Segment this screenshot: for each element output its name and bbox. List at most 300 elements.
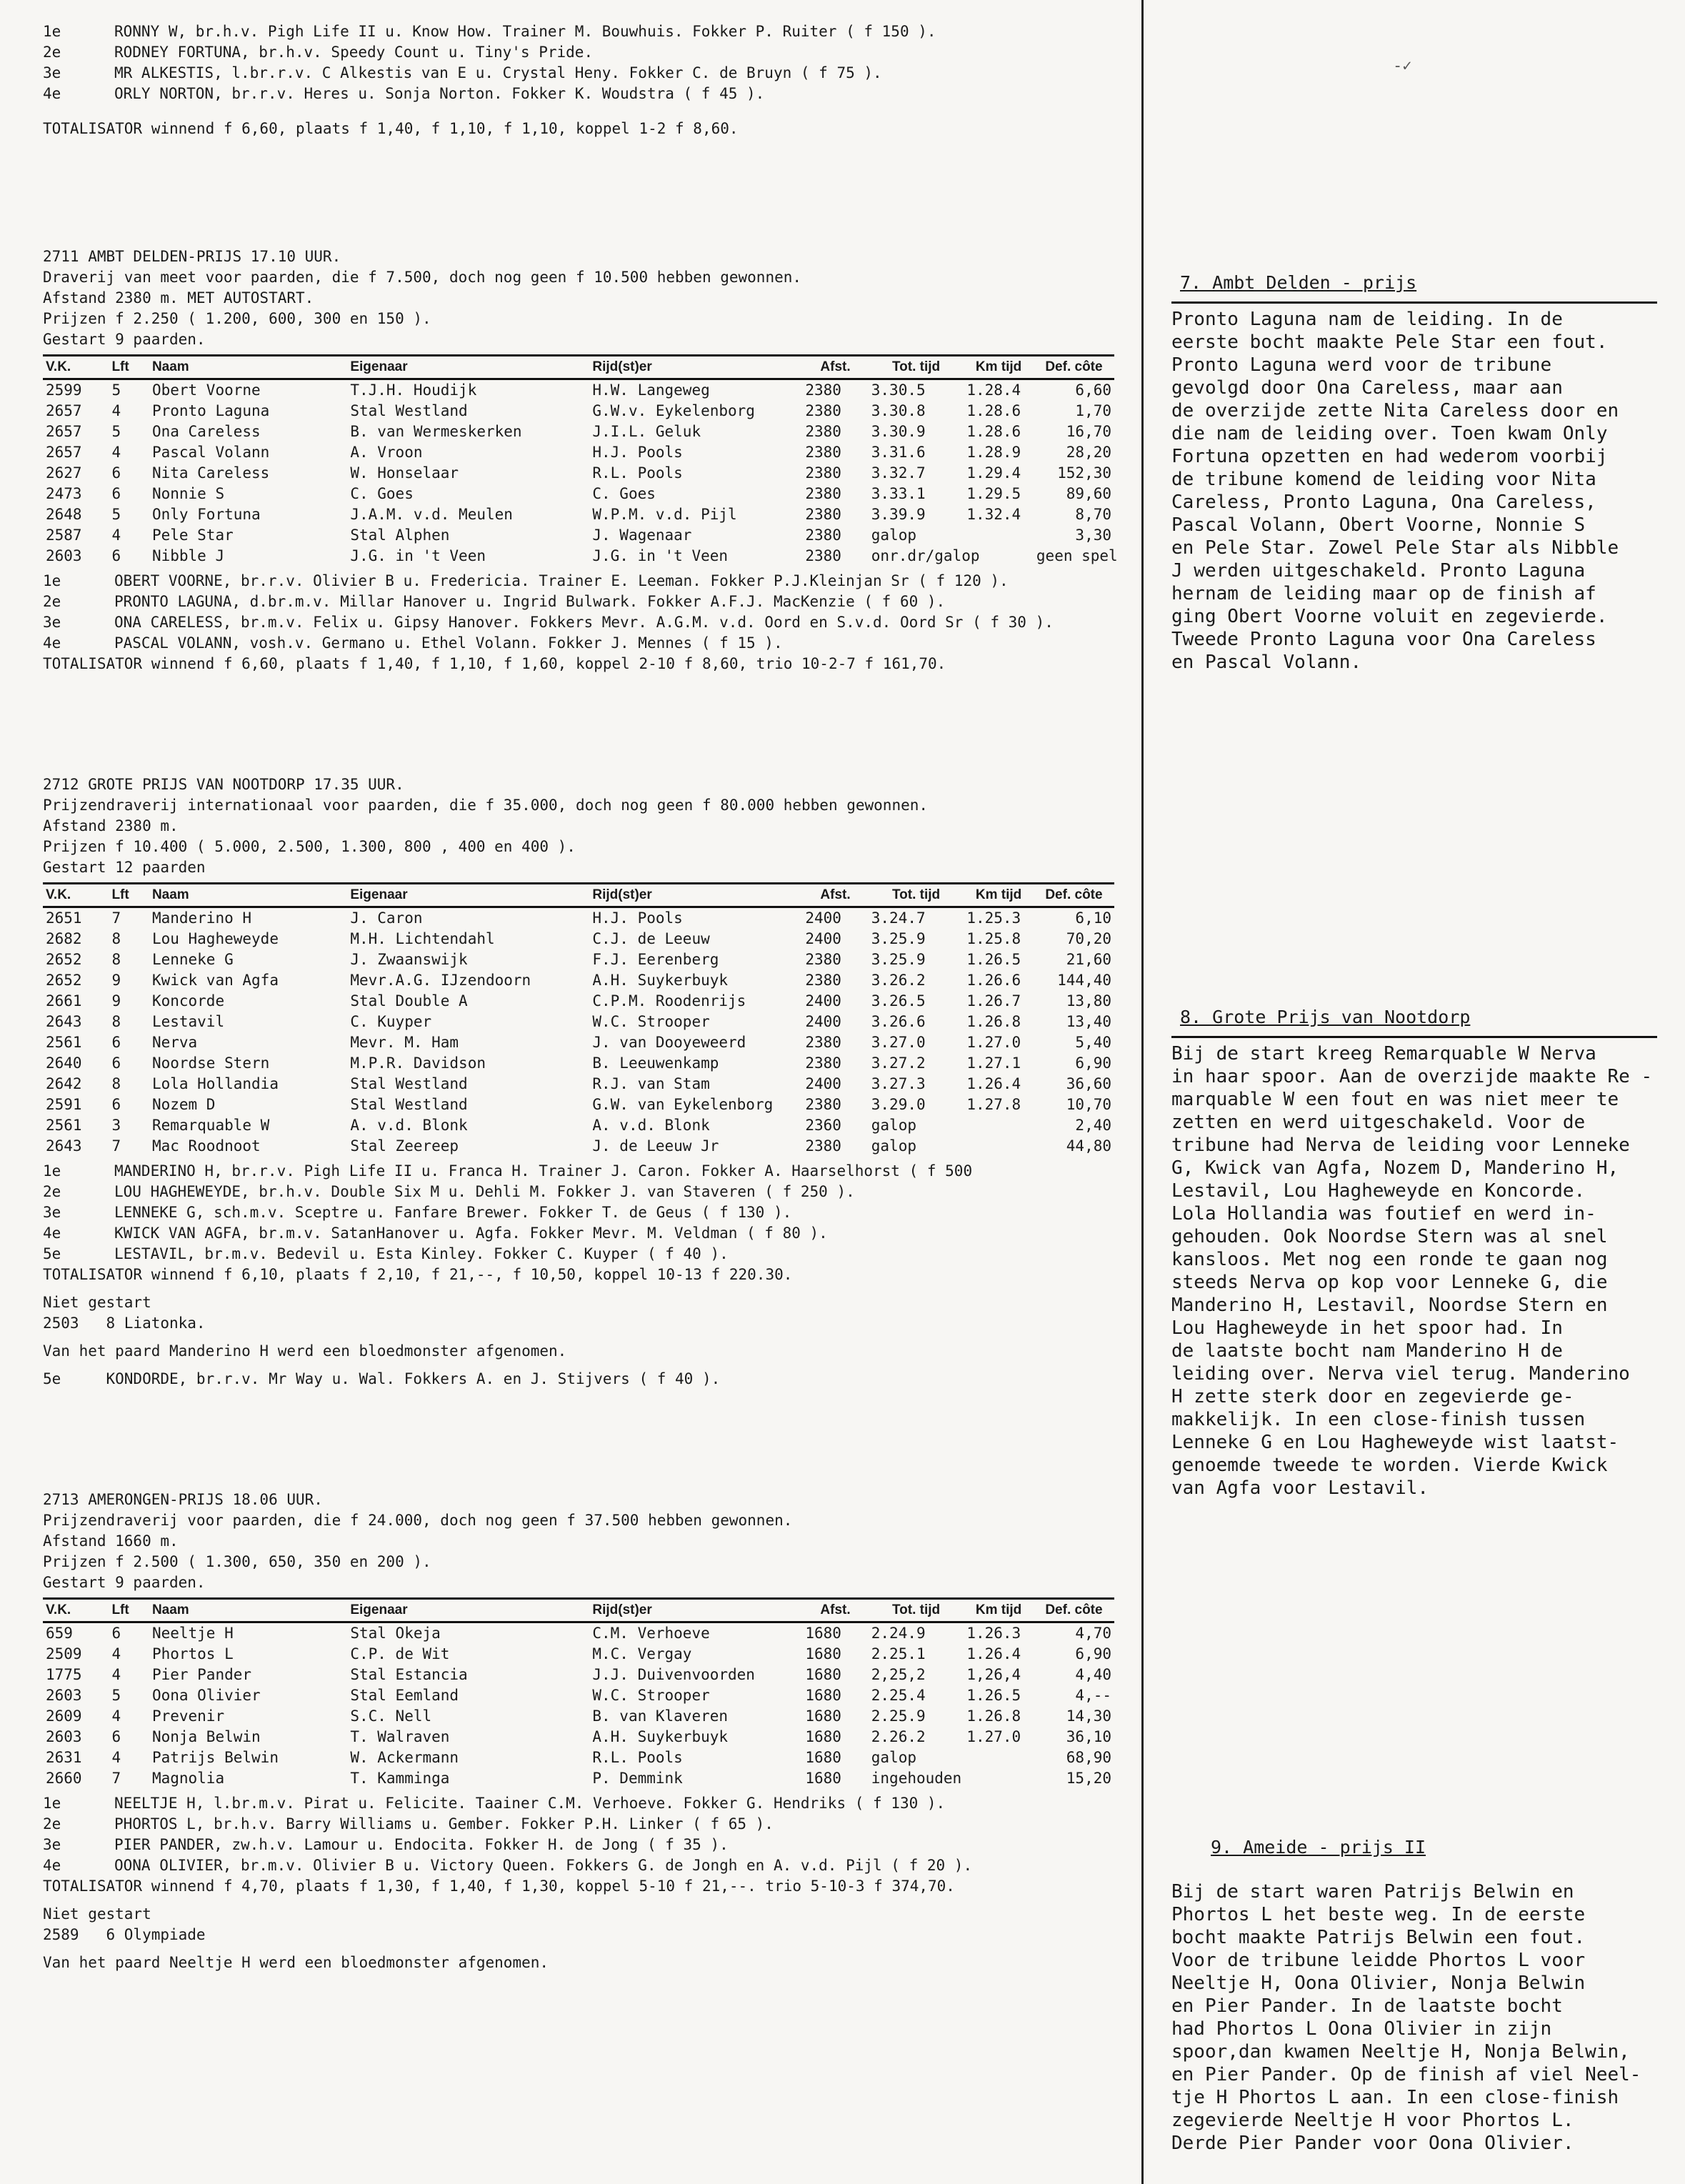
table-cell: 3.27.2 <box>871 1054 926 1072</box>
table-cell: 144,40 <box>1057 972 1111 989</box>
race-header-line: Prijzendraverij voor paarden, die f 24.000, doch nog geen f 37.500 hebben gewonnen. <box>43 1512 793 1529</box>
table-cell: 7 <box>111 909 121 927</box>
table-cell: 1.27.1 <box>966 1054 1021 1072</box>
table-cell: Oona Olivier <box>151 1687 261 1704</box>
table-cell: 2380 <box>805 1034 841 1051</box>
table-cell: 6,60 <box>1075 382 1111 399</box>
totalisator: TOTALISATOR winnend f 6,10, plaats f 2,10, f 21,--, f 10,50, koppel 10-13 f 220.30. <box>43 1266 793 1283</box>
race-note: Niet gestart <box>43 1294 151 1311</box>
table-cell: G.W. van Eykelenborg <box>592 1096 774 1113</box>
table-cell: 3,30 <box>1075 527 1111 544</box>
table-cell: A. Vroon <box>350 444 423 461</box>
race-section <box>43 246 1129 674</box>
table-cell: 2400 <box>805 1013 841 1030</box>
placing-line <box>43 1244 1129 1265</box>
table-cell: 4,70 <box>1075 1625 1111 1642</box>
table-cell: 2657 <box>46 444 82 461</box>
report-line: gehouden. Ook Noordse Stern was al snel <box>1171 1226 1608 1247</box>
table-cell: 5 <box>111 382 121 399</box>
report-title: 8. Grote Prijs van Nootdorp <box>1180 1007 1471 1027</box>
table-cell: Only Fortuna <box>151 506 261 523</box>
report-line: Pronto Laguna nam de leiding. In de <box>1171 309 1563 330</box>
table-cell: 7 <box>111 1137 121 1155</box>
table-cell: Nozem D <box>151 1096 216 1113</box>
table-cell: 152,30 <box>1057 464 1111 482</box>
column-divider <box>1141 0 1144 2184</box>
table-cell: C.J. de Leeuw <box>592 930 710 947</box>
table-cell: A. v.d. Blonk <box>592 1117 710 1134</box>
table-cell: 2509 <box>46 1645 82 1662</box>
table-cell: 4 <box>111 1707 121 1725</box>
table-cell: 1.26.4 <box>966 1075 1021 1092</box>
table-cell: geen spel <box>1036 547 1118 564</box>
table-cell: 6 <box>111 1728 121 1745</box>
table-cell: W.C. Strooper <box>592 1687 710 1704</box>
table-cell: 4 <box>111 1749 121 1766</box>
table-cell: 1.26.8 <box>966 1013 1021 1030</box>
table-cell: 1.25.8 <box>966 930 1021 947</box>
table-cell: 6 <box>111 1096 121 1113</box>
table-cell: Patrijs Belwin <box>151 1749 279 1766</box>
race-header-line: Afstand 1660 m. <box>43 1532 179 1550</box>
placings <box>43 1161 1129 1265</box>
table-cell: 1.27.0 <box>966 1034 1021 1051</box>
placing-rank: 2e <box>43 1815 61 1833</box>
report-line: zegevierde Neeltje H voor Phortos L. <box>1171 2110 1574 2131</box>
table-cell: J. Caron <box>350 909 423 927</box>
column-header: Naam <box>149 884 347 907</box>
table-cell: J. Zwaanswijk <box>350 951 468 968</box>
table-header-row <box>43 1599 1114 1622</box>
table-cell: 2380 <box>805 1137 841 1155</box>
placing-rank: 4e <box>43 85 61 102</box>
placing-rank: 3e <box>43 1204 61 1221</box>
table-cell: 89,60 <box>1066 485 1111 502</box>
table-cell: 2473 <box>46 485 82 502</box>
column-header: Afst. <box>802 884 868 907</box>
report-line: de tribune komend de leiding voor Nita <box>1171 469 1596 490</box>
table-cell: ingehouden <box>871 1770 962 1787</box>
table-cell: R.L. Pools <box>592 464 683 482</box>
table-cell: B. van Klaveren <box>592 1707 729 1725</box>
column-header: V.K. <box>43 356 109 379</box>
placing-line <box>43 1223 1129 1244</box>
table-cell: 1.29.4 <box>966 464 1021 482</box>
table-cell: 1.26.5 <box>966 951 1021 968</box>
table-cell: 1.25.3 <box>966 909 1021 927</box>
table-cell: 3.26.2 <box>871 972 926 989</box>
table-cell: 1680 <box>805 1687 841 1704</box>
table-cell: 3.39.9 <box>871 506 926 523</box>
table-cell: 28,20 <box>1066 444 1111 461</box>
placing-text: LESTAVIL, br.m.v. Bedevil u. Esta Kinley. Fokker C. Kuyper ( f 40 ). <box>114 1245 729 1262</box>
table-cell: J.A.M. v.d. Meulen <box>350 506 513 523</box>
report-text <box>1171 301 1657 674</box>
report-line: G, Kwick van Agfa, Nozem D, Manderino H, <box>1171 1157 1619 1179</box>
table-cell: 2.25.4 <box>871 1687 926 1704</box>
table-cell: C. Kuyper <box>350 1013 432 1030</box>
column-header: Tot. tijd <box>869 1599 964 1622</box>
placing-rank: 5e <box>43 1245 61 1262</box>
table-cell: Stal Westland <box>350 1075 468 1092</box>
table-cell: 2643 <box>46 1137 82 1155</box>
table-cell: 2.24.9 <box>871 1625 926 1642</box>
table-cell: 2380 <box>805 951 841 968</box>
race-header-line: Afstand 2380 m. MET AUTOSTART. <box>43 289 314 306</box>
column-header: Rijd(st)er <box>589 1599 802 1622</box>
table-cell: Prevenir <box>151 1707 225 1725</box>
table-row <box>43 1053 1114 1074</box>
race-top-placings <box>43 21 1129 104</box>
table-cell: Nibble J <box>151 547 225 564</box>
table-cell: 2380 <box>805 402 841 419</box>
table-cell: 14,30 <box>1066 1707 1111 1725</box>
table-row <box>43 422 1114 442</box>
table-cell: 2661 <box>46 992 82 1009</box>
table-cell: 3 <box>111 1117 121 1134</box>
report-line: Bij de start waren Patrijs Belwin en <box>1171 1881 1574 1903</box>
table-cell: 1.26.8 <box>966 1707 1021 1725</box>
table-cell: 9 <box>111 992 121 1009</box>
table-row <box>43 1032 1114 1053</box>
table-cell: H.J. Pools <box>592 909 683 927</box>
placing-line <box>43 63 1129 84</box>
table-cell: 16,70 <box>1066 423 1111 440</box>
report-line: Pronto Laguna werd voor de tribune <box>1171 354 1552 376</box>
table-cell: 2640 <box>46 1054 82 1072</box>
table-cell: 2.25.1 <box>871 1645 926 1662</box>
placing-rank: 2e <box>43 593 61 610</box>
table-row <box>43 929 1114 949</box>
table-cell: 5 <box>111 1687 121 1704</box>
table-cell: Pascal Volann <box>151 444 270 461</box>
table-cell: 2400 <box>805 992 841 1009</box>
table-cell: J. van Dooyeweerd <box>592 1034 746 1051</box>
placing-line <box>43 42 1129 63</box>
table-cell: Remarquable W <box>151 1117 270 1134</box>
table-cell: 6 <box>111 1625 121 1642</box>
table-cell: 1.28.6 <box>966 402 1021 419</box>
table-cell: 6,10 <box>1075 909 1111 927</box>
table-cell <box>964 1747 1034 1768</box>
race-header-line: Prijzen f 2.500 ( 1.300, 650, 350 en 200 ). <box>43 1553 431 1570</box>
table-cell: 1680 <box>805 1666 841 1683</box>
table-row <box>43 1747 1114 1768</box>
race-header-line: 2712 GROTE PRIJS VAN NOOTDORP 17.35 UUR. <box>43 776 404 793</box>
placing-line <box>43 1202 1129 1223</box>
table-cell: 1.32.4 <box>966 506 1021 523</box>
table-cell: Pier Pander <box>151 1666 252 1683</box>
race-header-line: 2711 AMBT DELDEN-PRIJS 17.10 UUR. <box>43 248 341 265</box>
table-cell: 2648 <box>46 506 82 523</box>
totalisator: TOTALISATOR winnend f 4,70, plaats f 1,30, f 1,40, f 1,30, koppel 5-10 f 21,--. trio 5-10-3 f 374,70. <box>43 1878 955 1895</box>
report-line: spoor,dan kwamen Neeltje H, Nonja Belwin, <box>1171 2041 1630 2063</box>
table-cell: Stal Westland <box>350 402 468 419</box>
table-cell <box>964 525 1034 546</box>
placing-rank: 4e <box>43 1857 61 1874</box>
table-cell: Nerva <box>151 1034 198 1051</box>
table-cell: R.L. Pools <box>592 1749 683 1766</box>
table-cell: Mac Roodnoot <box>151 1137 261 1155</box>
table-cell: 1,26,4 <box>966 1666 1021 1683</box>
table-cell: R.J. van Stam <box>592 1075 710 1092</box>
table-cell: 4,-- <box>1075 1687 1111 1704</box>
table-cell: galop <box>871 527 916 544</box>
race-header-line: Gestart 9 paarden. <box>43 1574 206 1591</box>
table-cell: 2682 <box>46 930 82 947</box>
table-cell: T.J.H. Houdijk <box>350 382 477 399</box>
table-cell: Stal Zeereep <box>350 1137 459 1155</box>
column-header: Def. côte <box>1034 356 1114 379</box>
column-header: Tot. tijd <box>869 356 964 379</box>
report-line: Pascal Volann, Obert Voorne, Nonnie S <box>1171 514 1586 536</box>
table-cell: B. van Wermeskerken <box>350 423 522 440</box>
table-cell: Nonnie S <box>151 485 225 502</box>
table-cell: Nonja Belwin <box>151 1728 261 1745</box>
table-cell: 3.27.3 <box>871 1075 926 1092</box>
table-cell: 6 <box>111 464 121 482</box>
race-section <box>43 1490 1129 1973</box>
table-cell: galop <box>871 1749 916 1766</box>
table-cell: Ona Careless <box>151 423 261 440</box>
table-cell: Stal Eemland <box>350 1687 459 1704</box>
column-header: Km tijd <box>964 1599 1034 1622</box>
report-line: Neeltje H, Oona Olivier, Nonja Belwin <box>1171 1973 1586 1994</box>
report-line: Derde Pier Pander voor Oona Olivier. <box>1171 2133 1574 2154</box>
table-cell: 1680 <box>805 1728 841 1745</box>
table-cell: 68,90 <box>1066 1749 1111 1766</box>
table-cell: 2643 <box>46 1013 82 1030</box>
report-line: hernam de leiding maar op de finish af <box>1171 583 1596 604</box>
table-cell: 2,25,2 <box>871 1666 926 1683</box>
table-cell: M.P.R. Davidson <box>350 1054 486 1072</box>
table-cell: B. Leeuwenkamp <box>592 1054 719 1072</box>
report-line: steeds Nerva op kop voor Lenneke G, die <box>1171 1272 1608 1293</box>
table-cell: 3.30.9 <box>871 423 926 440</box>
table-cell: J.G. in 't Veen <box>592 547 729 564</box>
table-cell: 1.28.9 <box>966 444 1021 461</box>
placing-line <box>43 1161 1129 1182</box>
report-line: Bij de start kreeg Remarquable W Nerva <box>1171 1043 1596 1064</box>
table-cell: 6,90 <box>1075 1054 1111 1072</box>
table-cell: 3.25.9 <box>871 930 926 947</box>
table-cell: 1680 <box>805 1625 841 1642</box>
table-cell: Magnolia <box>151 1770 225 1787</box>
table-cell: 2380 <box>805 444 841 461</box>
table-cell: 36,60 <box>1066 1075 1111 1092</box>
column-header: Def. côte <box>1034 1599 1114 1622</box>
table-cell: 2652 <box>46 951 82 968</box>
table-cell: Pronto Laguna <box>151 402 270 419</box>
table-cell: S.C. Nell <box>350 1707 432 1725</box>
table-cell: Stal Westland <box>350 1096 468 1113</box>
table-cell <box>964 1136 1034 1157</box>
table-cell: 1.26.6 <box>966 972 1021 989</box>
report-line: zetten en werd uitgeschakeld. Voor de <box>1171 1112 1586 1133</box>
placing-rank: 3e <box>43 1836 61 1853</box>
table-cell: 2380 <box>805 485 841 502</box>
table-cell: A.H. Suykerbuyk <box>592 1728 729 1745</box>
race-header-line: Prijzen f 2.250 ( 1.200, 600, 300 en 150 ). <box>43 310 431 327</box>
table-cell: 4 <box>111 1645 121 1662</box>
table-cell: 8 <box>111 1075 121 1092</box>
table-cell: 2.26.2 <box>871 1728 926 1745</box>
table-cell: 3.32.7 <box>871 464 926 482</box>
report-line: de overzijde zette Nita Careless door en <box>1171 400 1619 422</box>
table-row <box>43 379 1114 402</box>
table-row <box>43 401 1114 422</box>
report-line: Manderino H, Lestavil, Noordse Stern en <box>1171 1295 1608 1316</box>
race-header-line: 2713 AMERONGEN-PRIJS 18.06 UUR. <box>43 1491 323 1508</box>
table-cell: 2400 <box>805 909 841 927</box>
table-cell: 9 <box>111 972 121 989</box>
table-cell: 15,20 <box>1066 1770 1111 1787</box>
table-cell: Stal Double A <box>350 992 468 1009</box>
placing-line <box>43 84 1129 104</box>
placing-text: PASCAL VOLANN, vosh.v. Germano u. Ethel Volann. Fokker J. Mennes ( f 15 ). <box>114 634 783 652</box>
table-cell: Stal Alphen <box>350 527 450 544</box>
table-cell: 1.27.0 <box>966 1728 1021 1745</box>
table-cell: J. de Leeuw Jr <box>592 1137 719 1155</box>
table-cell: 6 <box>111 485 121 502</box>
report-line: eerste bocht maakte Pele Star een fout. <box>1171 331 1608 353</box>
race-report <box>1171 1006 1657 1500</box>
table-cell: 8,70 <box>1075 506 1111 523</box>
table-row <box>43 525 1114 546</box>
placing-text: MANDERINO H, br.r.v. Pigh Life II u. Franca H. Trainer J. Caron. Fokker A. Haarselhorst ( f 500 <box>114 1162 973 1180</box>
report-line: die nam de leiding over. Toen kwam Only <box>1171 423 1608 444</box>
placing-line <box>43 571 1129 592</box>
table-cell: T. Kamminga <box>350 1770 450 1787</box>
report-text <box>1171 1866 1657 2155</box>
report-line: en Pascal Volann. <box>1171 652 1362 673</box>
table-cell: 1.28.4 <box>966 382 1021 399</box>
table-cell: 8 <box>111 930 121 947</box>
table-cell: 6,90 <box>1075 1645 1111 1662</box>
placings <box>43 571 1129 654</box>
table-cell: C.P. de Wit <box>350 1645 450 1662</box>
table-cell: 2380 <box>805 527 841 544</box>
table-cell: 1,70 <box>1075 402 1111 419</box>
totalisator: TOTALISATOR winnend f 6,60, plaats f 1,40, f 1,10, f 1,60, koppel 2-10 f 8,60, trio 10-2-7 f 161,70. <box>43 655 946 672</box>
table-cell: 2380 <box>805 972 841 989</box>
table-row <box>43 1665 1114 1685</box>
table-cell: 2603 <box>46 547 82 564</box>
report-line: J werden uitgeschakeld. Pronto Laguna <box>1171 560 1586 582</box>
table-cell: C. Goes <box>350 485 414 502</box>
race-note: 5e KONDORDE, br.r.v. Mr Way u. Wal. Fokkers A. en J. Stijvers ( f 40 ). <box>43 1370 721 1387</box>
table-row <box>43 484 1114 504</box>
table-header-row <box>43 356 1114 379</box>
column-header: Naam <box>149 1599 347 1622</box>
table-cell: 10,70 <box>1066 1096 1111 1113</box>
placing-line <box>43 21 1129 42</box>
table-row <box>43 1074 1114 1095</box>
race-note: Van het paard Neeltje H werd een bloedmonster afgenomen. <box>43 1954 549 1971</box>
table-cell: 2603 <box>46 1687 82 1704</box>
placing-text: ONA CARELESS, br.m.v. Felix u. Gipsy Hanover. Fokkers Mevr. A.G.M. v.d. Oord en S.v.d. Oord Sr ( f 30 ). <box>114 614 1054 631</box>
table-cell: 3.33.1 <box>871 485 926 502</box>
column-header: Eigenaar <box>347 1599 589 1622</box>
table-cell: 3.30.8 <box>871 402 926 419</box>
table-cell: 2400 <box>805 930 841 947</box>
table-cell: 2380 <box>805 1096 841 1113</box>
race-section <box>43 774 1129 1390</box>
table-row <box>43 1095 1114 1115</box>
table-cell: 1.26.3 <box>966 1625 1021 1642</box>
placing-rank: 4e <box>43 634 61 652</box>
column-header: Lft <box>109 884 149 907</box>
table-cell: Obert Voorne <box>151 382 261 399</box>
table-cell: 2587 <box>46 527 82 544</box>
races-list <box>43 246 1129 1973</box>
table-cell: 70,20 <box>1066 930 1111 947</box>
race-top-totalisator: TOTALISATOR winnend f 6,60, plaats f 1,40, f 1,10, f 1,10, koppel 1-2 f 8,60. <box>43 120 739 137</box>
table-cell: Lola Hollandia <box>151 1075 279 1092</box>
table-cell: 44,80 <box>1066 1137 1111 1155</box>
column-header: Km tijd <box>964 884 1034 907</box>
table-cell: 3.31.6 <box>871 444 926 461</box>
report-line: marquable W een fout en was niet meer te <box>1171 1089 1619 1110</box>
table-cell: Mevr. M. Ham <box>350 1034 459 1051</box>
table-cell: 3.25.9 <box>871 951 926 968</box>
table-cell: 2657 <box>46 402 82 419</box>
column-header: Tot. tijd <box>869 884 964 907</box>
placing-line <box>43 1855 1129 1876</box>
table-cell: 1.26.7 <box>966 992 1021 1009</box>
table-cell: 3.26.6 <box>871 1013 926 1030</box>
placing-rank: 3e <box>43 64 61 81</box>
placing-text: NEELTJE H, l.br.m.v. Pirat u. Felicite. Taainer C.M. Verhoeve. Fokker G. Hendriks ( f 130 ). <box>114 1795 946 1812</box>
report-line: tribune had Nerva de leiding voor Lenneke <box>1171 1135 1630 1156</box>
table-row <box>43 1012 1114 1032</box>
table-cell: Manderino H <box>151 909 252 927</box>
table-row <box>43 546 1114 567</box>
table-cell: 21,60 <box>1066 951 1111 968</box>
table-cell: 3.29.0 <box>871 1096 926 1113</box>
placing-text: LENNEKE G, sch.m.v. Sceptre u. Fanfare Brewer. Fokker T. de Geus ( f 130 ). <box>114 1204 792 1221</box>
table-row <box>43 463 1114 484</box>
placing-rank: 2e <box>43 44 61 61</box>
table-cell: Lou Hagheweyde <box>151 930 279 947</box>
column-header: V.K. <box>43 1599 109 1622</box>
race-header-line: Gestart 9 paarden. <box>43 331 206 348</box>
table-cell: 2609 <box>46 1707 82 1725</box>
table-row <box>43 949 1114 970</box>
column-header: Afst. <box>802 1599 868 1622</box>
report-line: Careless, Pronto Laguna, Ona Careless, <box>1171 492 1596 513</box>
report-line: gevolgd door Ona Careless, maar aan <box>1171 377 1563 399</box>
table-cell: 8 <box>111 1013 121 1030</box>
table-cell <box>964 1768 1034 1789</box>
placing-rank: 4e <box>43 1225 61 1242</box>
table-cell: Noordse Stern <box>151 1054 270 1072</box>
table-cell: A.H. Suykerbuyk <box>592 972 729 989</box>
report-line: Tweede Pronto Laguna voor Ona Careless <box>1171 629 1596 650</box>
report-line: en Pier Pander. In de laatste bocht <box>1171 1995 1563 2017</box>
results-column <box>43 21 1129 1973</box>
report-line: Lenneke G en Lou Hagheweyde wist laatst- <box>1171 1432 1619 1453</box>
placing-rank: 1e <box>43 1795 61 1812</box>
table-cell: W.C. Strooper <box>592 1013 710 1030</box>
race-header-line: Afstand 2380 m. <box>43 817 179 834</box>
column-header: Eigenaar <box>347 884 589 907</box>
report-line: in haar spoor. Aan de overzijde maakte Re - <box>1171 1066 1653 1087</box>
table-cell: 2651 <box>46 909 82 927</box>
table-cell: 1680 <box>805 1707 841 1725</box>
report-line: tje H Phortos L aan. In een close-finish <box>1171 2087 1619 2108</box>
table-cell: 6 <box>111 1054 121 1072</box>
